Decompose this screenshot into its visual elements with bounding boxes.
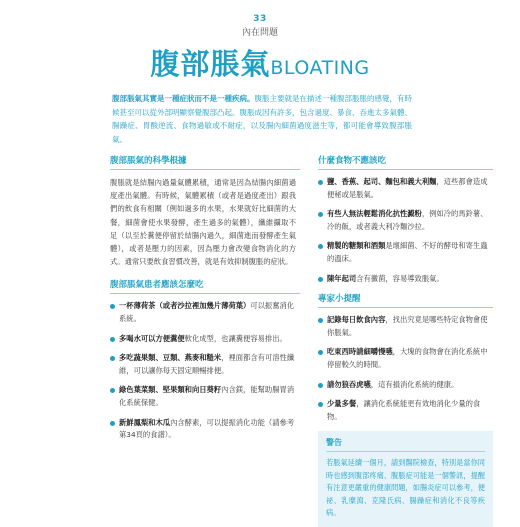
list-item: 有些人無法輕鬆消化抗性澱粉，例如冷的馬鈴薯、冷的飯，或者義大利冷麵沙拉。 <box>318 208 493 233</box>
list-item: 精製的糖類和酒類是壞細菌、不好的酵母和寄生蟲的溫床。 <box>318 240 493 265</box>
intro-paragraph <box>112 92 412 146</box>
tips-heading: 專家小提醒 <box>318 292 493 308</box>
science-text: 腹脹就是結腸內過量氣體累積，通常是因為結腸內細菌過度產出氣體。有時候，氣體累積（或者是過度產出）跟我們的飲食有相關（例如過多的水果，水果就好比細菌的大餐，細菌會使水果發酵，產生過多的氣體），纖維攝取不足（以至於糞便停留於結腸內過久，細菌進而發酵產生氣體），或者是壓力的因素，因為壓力會改變食物消化的方式。通常只要飲食習慣改善，就是有效抑制腹脹的症狀。 <box>110 178 296 267</box>
list-item: 多喝水可以方便糞便軟化成型，也讓糞便容易排出。 <box>110 333 300 346</box>
list-item: 吃東西時請細嚼慢嚥，大塊的食物會在消化系統中停留較久的時間。 <box>318 346 493 371</box>
bullet-icon <box>318 277 323 282</box>
page-number: 33 <box>253 14 267 24</box>
title-chinese: 腹部脹氣 <box>150 47 271 81</box>
intro-text: 腹脹主要就是在描述一種腹部脹脹的感覺，有時候甚至可以從外部明顯察覺腹部凸起。腹脹成因有許多，包含過度、暴食、吞進太多氣體、腸躁症、胃酸逆流、食物過敏或不耐症，以及腸內細菌過度滋生等，都可能會導致腹部脹氣。 <box>112 94 412 144</box>
list-item: 一杯薄荷茶（或者沙拉裡加幾片薄荷葉）可以振奮消化系統。 <box>110 300 300 325</box>
title-english: BLOATING <box>270 57 370 79</box>
eat-list <box>110 300 300 441</box>
left-column <box>110 154 300 449</box>
bullet-icon <box>318 402 323 407</box>
tips-list <box>318 314 493 423</box>
list-item: 記錄每日飲食內容，找出究竟是哪些特定食物會使你脹氣。 <box>318 314 493 339</box>
bullet-icon <box>318 180 323 185</box>
warning-text: 若脹氣延續一個月，請到醫院檢查，特別是當你同時也感到腹部疼痛、腹脹症可能是一個警訊，提醒有注意更嚴重的健康問題，如腸炎症可以參考，便祕、乳糜瀉、克隆氏病、腸躁症和消化不良等疾病。 <box>326 458 485 517</box>
list-item: 少量多餐，讓消化系統能更有效地消化少量的食物。 <box>318 398 493 423</box>
bullet-icon <box>318 350 323 355</box>
list-item: 多吃蔬果類、豆類、燕麥和糙米，裡面都含有可溶性纖維，可以讓你每天固定順暢排便。 <box>110 352 300 377</box>
bullet-icon <box>110 337 115 342</box>
page-title <box>0 42 520 83</box>
eat-heading: 腹部脹氣患者應該怎麼吃 <box>110 278 300 294</box>
bullet-icon <box>110 304 115 309</box>
bullet-icon <box>318 383 323 388</box>
right-column <box>318 154 493 527</box>
bullet-icon <box>318 318 323 323</box>
section-title: 內在問題 <box>241 28 278 38</box>
avoid-heading: 什麼食物不應該吃 <box>318 154 493 170</box>
warning-box <box>318 431 493 527</box>
list-item: 陳年起司含有黴菌，容易導致脹氣。 <box>318 273 493 286</box>
bullet-icon <box>318 212 323 217</box>
bullet-icon <box>110 388 115 393</box>
list-item: 鹽、香蕉、起司、麵包和義大利麵，這些都會造成便秘或是脹氣。 <box>318 176 493 201</box>
list-item: 新鮮鳳梨和木瓜內含酵素，可以提振消化功能（請參考第34頁的食譜）。 <box>110 417 300 442</box>
bullet-icon <box>110 421 115 426</box>
list-item: 綠色葉菜類、堅果類和向日葵籽內含鎂，能幫助腸胃消化系統保健。 <box>110 384 300 409</box>
intro-bold: 腹部脹氣其實是一種症狀而不是一種疾病。 <box>112 94 255 103</box>
science-heading: 腹部脹氣的科學根據 <box>110 154 300 170</box>
avoid-list <box>318 176 493 285</box>
list-item: 請勿狼吞虎嚥，這有損消化系統的健康。 <box>318 379 493 392</box>
bullet-icon <box>318 244 323 249</box>
bullet-icon <box>110 356 115 361</box>
warning-heading: 警告 <box>326 437 485 452</box>
